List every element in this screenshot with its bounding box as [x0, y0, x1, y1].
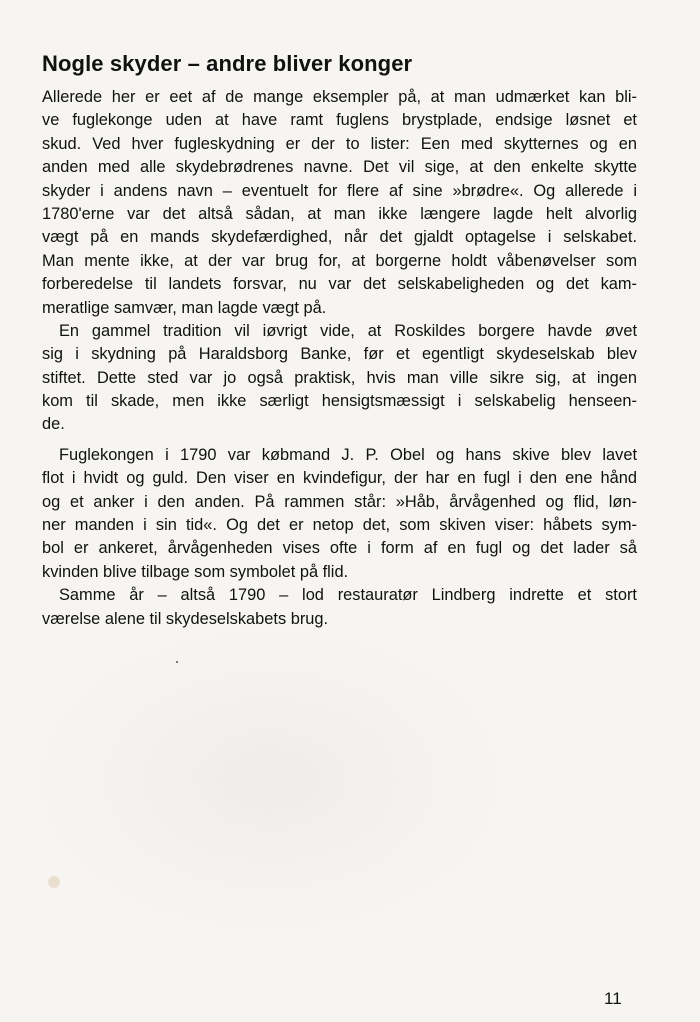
text-line: kom til skade, men ikke særligt hensigtsmæssigt i selskabelig henseen-	[42, 392, 637, 411]
text-line: forberedelse til landets forsvar, nu var det selskabeligheden og det kam-	[42, 275, 637, 294]
text-line: ve fuglekonge uden at have ramt fuglens brystplade, endsige løsnet et	[42, 111, 637, 130]
paper-spot	[48, 876, 60, 888]
paragraph	[42, 584, 637, 631]
text-line: anden med alle skydebrødrenes navne. Det vil sige, at den enkelte skytte	[42, 158, 637, 177]
text-line: skyder i andens navn – eventuelt for flere af sine »brødre«. Og allerede i	[42, 181, 637, 200]
paper-stain	[40, 630, 500, 930]
text-line: vægt på en mands skydefærdighed, når det gjaldt optagelse i selskabet.	[42, 228, 637, 247]
text-line: og et anker i den anden. På rammen står: »Håb, årvågenhed og flid, løn-	[42, 492, 637, 511]
ink-speck	[176, 661, 178, 663]
text-line: Allerede her er eet af de mange eksempler på, at man udmærket kan bli-	[42, 88, 637, 106]
text-line: ner manden i sin tid«. Og det er netop det, som skiven viser: håbets sym-	[42, 516, 637, 535]
text-line: meratlige samvær, man lagde vægt på.	[42, 298, 327, 317]
text-line: kvinden blive tilbage som symbolet på flid.	[42, 562, 349, 581]
text-line: sig i skydning på Haraldsborg Banke, før et egentligt skydeselskab blev	[42, 345, 637, 364]
text-line: Samme år – altså 1790 – lod restauratør Lindberg indrette et stort	[59, 586, 637, 605]
text-line: bol er ankeret, årvågenheden vises ofte i form af en fugl og det lader så	[42, 539, 637, 558]
text-line: de.	[42, 415, 65, 434]
paragraph	[42, 86, 637, 320]
text-line: 1780'erne var det altså sådan, at man ikke længere lagde helt alvorlig	[42, 204, 637, 223]
page-number: 11	[604, 989, 622, 1008]
text-line: stiftet. Dette sted var jo også praktisk, hvis man ville sikre sig, at ingen	[42, 368, 637, 387]
paragraph-gap	[42, 437, 637, 444]
paragraph	[42, 444, 637, 584]
text-line: skud. Ved hver fugleskydning er der to lister: Een med skytternes og en	[42, 134, 637, 153]
paragraph	[42, 320, 637, 437]
text-line: En gammel tradition vil iøvrigt vide, at Roskildes borgere havde øvet	[59, 321, 637, 340]
text-line: Fuglekongen i 1790 var købmand J. P. Obel og hans skive blev lavet	[59, 445, 637, 464]
text-line: flot i hvidt og guld. Den viser en kvindefigur, der har en fugl i den ene hånd	[42, 469, 637, 488]
section-heading: Nogle skyder – andre bliver konger	[42, 51, 413, 76]
text-line: værelse alene til skydeselskabets brug.	[42, 609, 329, 628]
body-text	[42, 86, 637, 631]
text-line: Man mente ikke, at der var brug for, at borgerne holdt våbenøvelser som	[42, 251, 637, 270]
